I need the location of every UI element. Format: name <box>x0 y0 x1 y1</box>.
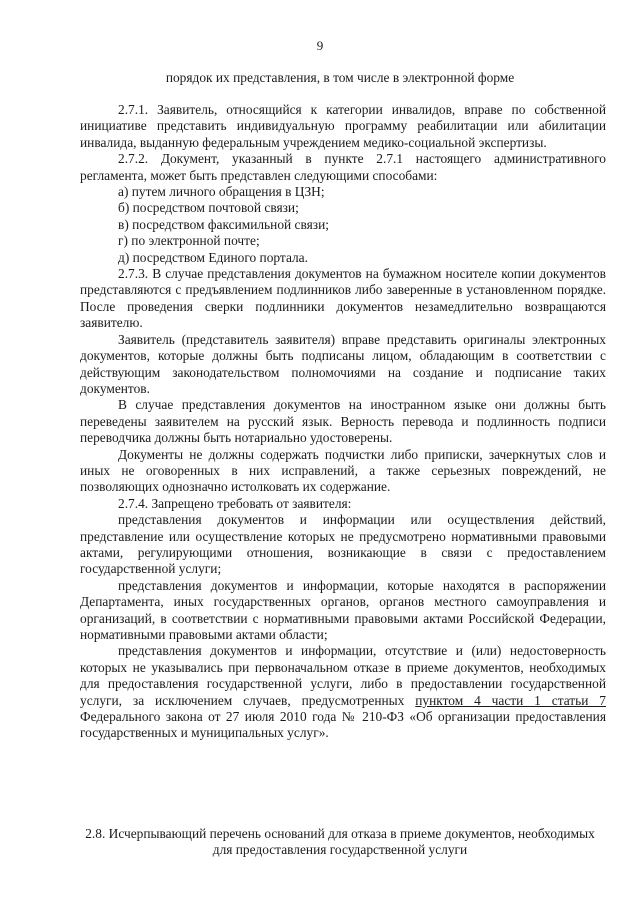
list-item: б) посредством почтовой связи; <box>118 200 299 216</box>
prohibition-item-3 <box>80 643 606 741</box>
list-item: в) посредством факсимильной связи; <box>118 216 329 232</box>
section-2-8-title: 2.8. Исчерпывающий перечень оснований для отказа в приеме документов, необходимых для предоставления государственной услуги <box>85 826 595 858</box>
page-number: 9 <box>316 38 324 53</box>
list-item: г) по электронной почте; <box>118 233 260 249</box>
law-reference-link[interactable]: пунктом 4 части 1 статьи 7 <box>415 692 607 708</box>
paragraph-foreign-language: В случае представления документов на иностранном языке они должны быть переведены заявителем на русский язык. Верность перевода и подлинность подписи переводчика должны быть нотариально удостоверены. <box>80 397 606 446</box>
list-item: а) путем личного обращения в ЦЗН; <box>118 184 325 200</box>
document-body <box>80 102 606 742</box>
prohibition-item-3-start: представления документов и информации, отсутствие и (или) недостоверность которых не указывались при первоначальном отказе в приеме документов, необходимых для предоставления государственной услуги, либо в предоставлении государственной услуги, за исключением случаев, предусмотренных <box>80 643 606 708</box>
paragraph-no-erasures: Документы не должны содержать подчистки либо приписки, зачеркнутых слов и иных не оговоренных в них исправлений, а также серьезных повреждений, не позволяющих однозначно истолковать их содержание. <box>80 446 606 495</box>
paragraph-representative: Заявитель (представитель заявителя) вправе представить оригиналы электронных документов, которые должны быть подписаны лицом, обладающим в соответствии с действующим законодательством полномочиями на создание и подписание таких документов. <box>80 331 606 396</box>
list-item: д) посредством Единого портала. <box>118 249 308 265</box>
heading-tail: порядок их представления, в том числе в электронной форме <box>165 70 515 85</box>
prohibition-item-1: представления документов и информации или осуществления действий, представление или осуществление которых не предусмотрено нормативными правовыми актами, регулирующими отношения, возникающие в связи с предоставлением государственной услуги; <box>80 512 606 577</box>
prohibition-item-2: представления документов и информации, которые находятся в распоряжении Департамента, иных государственных органов, органов местного самоуправления и организаций, в соответствии с нормативными правовыми актами Российской Федерации, нормативными правовыми актами области; <box>80 577 606 642</box>
prohibition-item-3-end: Федерального закона от 27 июля 2010 года № 210-ФЗ «Об организации предоставления государственных и муниципальных услуг». <box>80 709 606 741</box>
paragraph-2-7-3: 2.7.3. В случае представления документов на бумажном носителе копии документов представляются с предъявлением подлинников либо заверенные в установленном порядке. После проведения сверки подлинники документов незамедлительно возвращаются заявителю. <box>80 266 606 331</box>
paragraph-2-7-1: 2.7.1. Заявитель, относящийся к категории инвалидов, вправе по собственной инициативе представить индивидуальную программу реабилитации или абилитации инвалида, выданную федеральным учреждением медико-социальной экспертизы. <box>80 102 606 150</box>
paragraph-2-7-2: 2.7.2. Документ, указанный в пункте 2.7.1 настоящего административного регламента, может быть представлен следующими способами: <box>80 151 606 183</box>
paragraph-2-7-4: 2.7.4. Запрещено требовать от заявителя: <box>118 495 352 511</box>
